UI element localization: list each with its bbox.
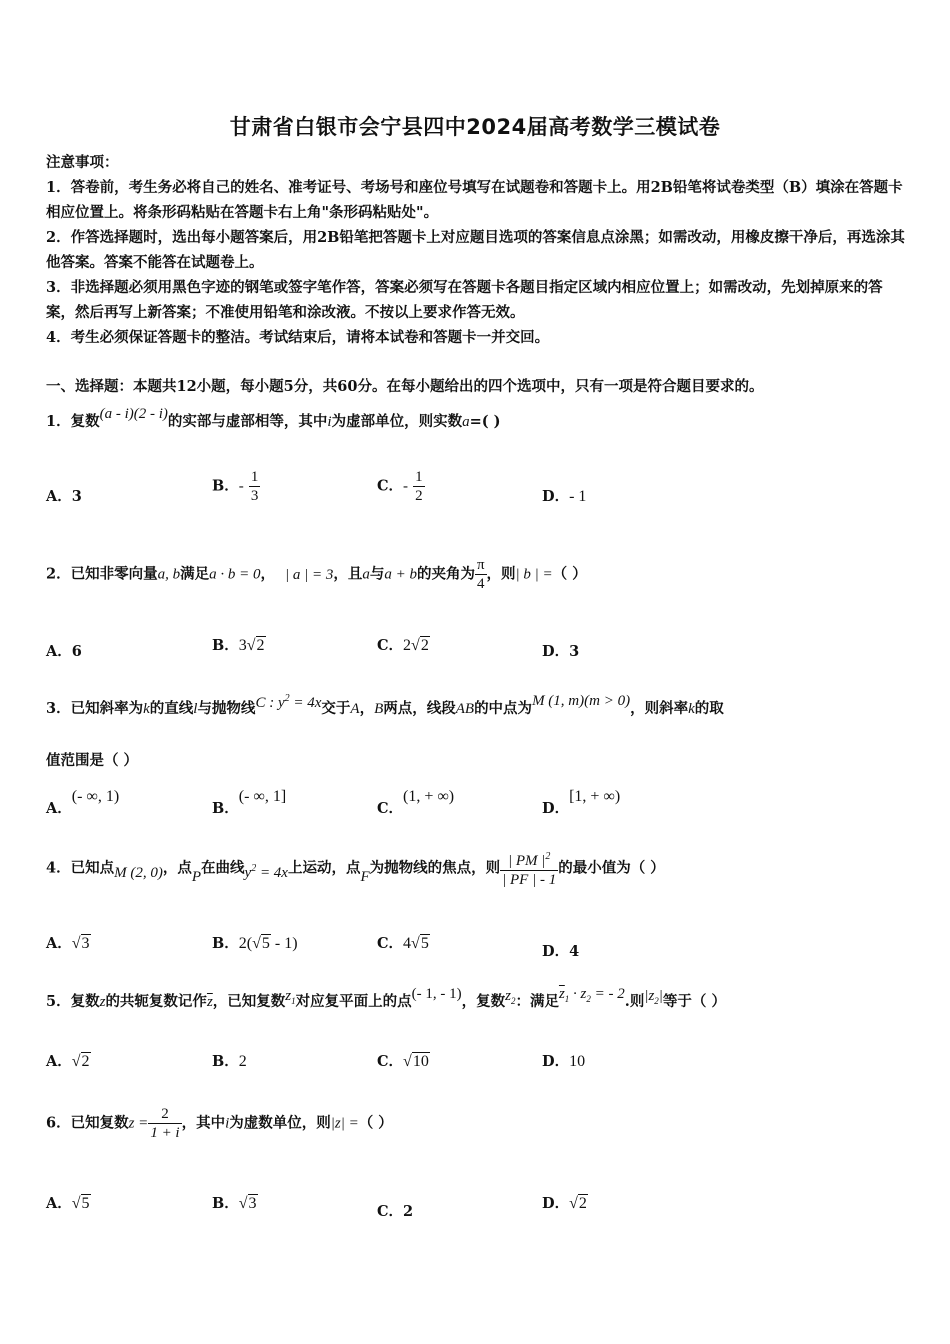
q2-option-a[interactable]: A．6 bbox=[46, 643, 82, 660]
q1-option-d[interactable]: D．- 1 bbox=[542, 488, 587, 505]
notice-item: 1．答卷前，考生务必将自己的姓名、准考证号、考场号和座位号填写在试题卷和答题卡上。用2B铅笔将试卷类型（B）填涂在答题卡相应位置上。将条形码粘贴在答题卡右上角"条形码粘贴处"。 bbox=[46, 179, 903, 221]
notice-item: 4．考生必须保证答题卡的整洁。考试结束后，请将本试卷和答题卡一并交回。 bbox=[46, 329, 550, 346]
notice-block bbox=[46, 150, 906, 350]
q4-option-d[interactable]: D．4 bbox=[542, 943, 580, 960]
q3-option-a[interactable]: A．(- ∞, 1) bbox=[46, 788, 120, 817]
notice-item: 3．非选择题必须用黑色字迹的钢笔或签字笔作答，答案必须写在答题卡各题目指定区域内相应位置上；如需改动，先划掉原来的答案，然后再写上新答案；不准使用铅笔和涂改液。不按以上要求作答无效。 bbox=[46, 279, 883, 321]
q4-option-b[interactable]: B．2(√5 - 1) bbox=[212, 935, 298, 952]
q5-option-d[interactable]: D．10 bbox=[542, 1053, 586, 1070]
q1-option-a[interactable]: A．3 bbox=[46, 488, 82, 505]
q2-option-c[interactable]: C．2√2 bbox=[377, 637, 429, 654]
q3-option-c[interactable]: C．(1, + ∞) bbox=[377, 788, 455, 817]
q4-option-c[interactable]: C．4√5 bbox=[377, 935, 429, 952]
page-title: 甘肃省白银市会宁县四中2024届高考数学三模试卷 bbox=[229, 115, 721, 139]
q3-option-d[interactable]: D．[1, + ∞) bbox=[542, 788, 621, 817]
q3-option-b[interactable]: B．(- ∞, 1] bbox=[212, 788, 287, 817]
q2-option-b[interactable]: B．3√2 bbox=[212, 637, 265, 654]
question-4: 4．已知点M (2, 0)，点P在曲线$y^2 = 4x$上运动，点F为抛物线的焦点，则 $\frac{| PM |^2}{| PF | - 1}$ 的最小值为（ ） bbox=[46, 848, 665, 889]
q1-option-c[interactable]: C．- $\frac{1}{2}$ bbox=[377, 469, 423, 504]
section-heading: 一、选择题：本题共12小题，每小题5分，共60分。在每小题给出的四个选项中，只有一项是符合题目要求的。 bbox=[46, 378, 764, 395]
question-5: 5．复数z的共轭复数记作$\overline{z}$，已知复数$z_1$对应复平面上的点(- 1, - 1)，复数$z_2$：满足$\overline{z}_1 \cdot z_2$ = - 2.则$|z_2|$等于（ ） bbox=[46, 986, 726, 1010]
q4-option-a[interactable]: A．√3 bbox=[46, 935, 90, 952]
q6-option-c[interactable]: C．2 bbox=[377, 1203, 414, 1220]
q5-option-c[interactable]: C．√10 bbox=[377, 1053, 429, 1070]
question-1: 1．复数(a - i)(2 - i)的实部与虚部相等，其中i为虚部单位，则实数a=( ) bbox=[46, 406, 501, 430]
notice-item: 2．作答选择题时，选出每小题答案后，用2B铅笔把答题卡上对应题目选项的答案信息点涂黑；如需改动，用橡皮擦干净后，再选涂其他答案。答案不能答在试题卷上。 bbox=[46, 229, 905, 271]
question-3-continued: 值范围是（ ） bbox=[46, 752, 139, 769]
notice-heading: 注意事项： bbox=[46, 154, 119, 171]
q6-option-a[interactable]: A．√5 bbox=[46, 1195, 90, 1212]
q1-expression: (a - i)(2 - i) bbox=[99, 406, 168, 422]
q6-option-b[interactable]: B．√3 bbox=[212, 1195, 257, 1212]
question-3: 3．已知斜率为k的直线l与抛物线C : $y^2 = 4x$交于A，B两点，线段AB的中点为M (1, m)(m > 0)，则斜率k的取 bbox=[46, 693, 724, 717]
q6-option-d[interactable]: D．√2 bbox=[542, 1195, 587, 1212]
question-6: 6．已知复数z = $\frac{2}{1 + i}$ ，其中i为虚数单位，则|z| =（ ） bbox=[46, 1106, 393, 1141]
q1-option-b[interactable]: B．- $\frac{1}{3}$ bbox=[212, 469, 259, 504]
q5-option-b[interactable]: B．2 bbox=[212, 1053, 247, 1070]
q2-option-d[interactable]: D．3 bbox=[542, 643, 580, 660]
question-2: 2．已知非零向量a, b满足a · b = 0， | a | = 3，且a与a + b的夹角为 $\frac{\pi}{4}$ ，则| b | =（ ） bbox=[46, 557, 587, 592]
q5-option-a[interactable]: A．√2 bbox=[46, 1053, 90, 1070]
